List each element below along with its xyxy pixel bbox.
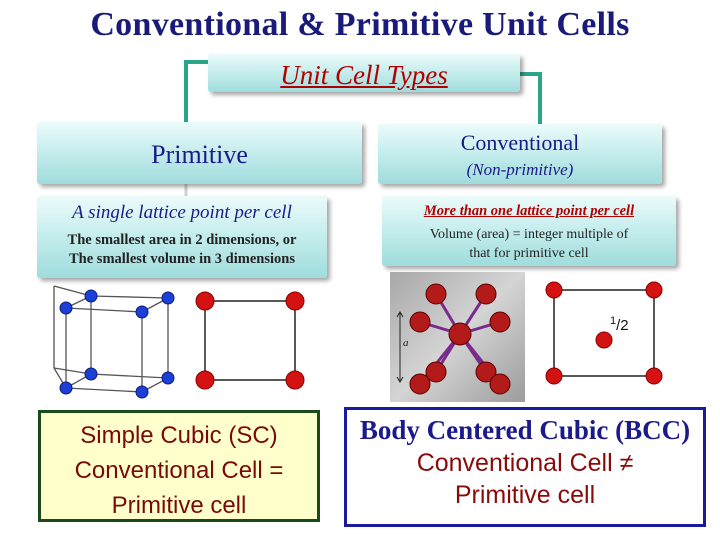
sc-caption-box: [38, 410, 320, 522]
bcc-2d-center-atom: [596, 332, 612, 348]
bcc-atom: [490, 312, 510, 332]
sc-caption-line1: Simple Cubic (SC): [80, 422, 278, 449]
sc-2d-atom: [286, 292, 304, 310]
bcc-model: [390, 272, 525, 402]
primitive-heading: Primitive: [151, 140, 248, 169]
sc-atom: [60, 382, 72, 394]
conventional-desc-line2: that for primitive cell: [469, 246, 589, 261]
bcc-atom: [476, 284, 496, 304]
sc-2d-cell-diagram: [192, 290, 307, 390]
conventional-subheading: (Non-primitive): [466, 160, 574, 179]
half-fraction-label: $^1$/2: [610, 315, 629, 334]
conventional-desc-line1: Volume (area) = integer multiple of: [429, 227, 629, 242]
unit-cell-types-box: [208, 54, 520, 92]
bcc-atom: [410, 312, 430, 332]
simple-cubic-lattice-diagram: [48, 282, 188, 407]
sc-atom: [162, 372, 174, 384]
bcc-atom: [410, 374, 430, 394]
bcc-ball-and-stick-image: [390, 272, 525, 402]
sc-caption-line2: Conventional Cell =: [74, 457, 284, 484]
primitive-description-box: [37, 196, 327, 278]
sc-2d-atom: [196, 292, 214, 310]
conventional-description-box: [382, 196, 676, 266]
conventional-heading-box: [378, 124, 662, 184]
conventional-heading: Conventional: [460, 130, 580, 155]
sc-atom: [162, 292, 174, 304]
lattice-constant-label: a: [403, 337, 409, 349]
sc-2d-atom: [286, 371, 304, 389]
unit-cell-types-label: Unit Cell Types: [280, 60, 448, 90]
bcc-center-atom: [449, 323, 471, 345]
sc-atom: [85, 290, 97, 302]
sc-atom: [136, 386, 148, 398]
bcc-atom: [490, 374, 510, 394]
sc-atom: [136, 306, 148, 318]
primitive-desc-line2: The smallest volume in 3 dimensions: [69, 251, 295, 267]
bcc-2d-cell-diagram: [536, 280, 666, 390]
conventional-definition: More than one lattice point per cell: [423, 203, 635, 219]
primitive-desc-line1: The smallest area in 2 dimensions, or: [67, 232, 297, 248]
bcc-caption-box: [344, 407, 706, 527]
bcc-2d-atom: [546, 368, 562, 384]
sc-atom: [60, 302, 72, 314]
primitive-heading-box: [37, 122, 362, 184]
bcc-caption-line2: Conventional Cell ≠: [416, 449, 634, 477]
bcc-2d-atom: [546, 282, 562, 298]
sc-2d-atom: [196, 371, 214, 389]
sc-atom: [85, 368, 97, 380]
bcc-atom: [426, 284, 446, 304]
sc-caption-line3: Primitive cell: [111, 492, 247, 519]
bcc-2d-atom: [646, 282, 662, 298]
bcc-caption-line1: Body Centered Cubic (BCC): [359, 415, 691, 445]
bcc-caption-line3: Primitive cell: [454, 481, 596, 509]
bcc-2d-atom: [646, 368, 662, 384]
primitive-definition: A single lattice point per cell: [72, 202, 292, 223]
page-title: Conventional & Primitive Unit Cells: [90, 6, 630, 43]
